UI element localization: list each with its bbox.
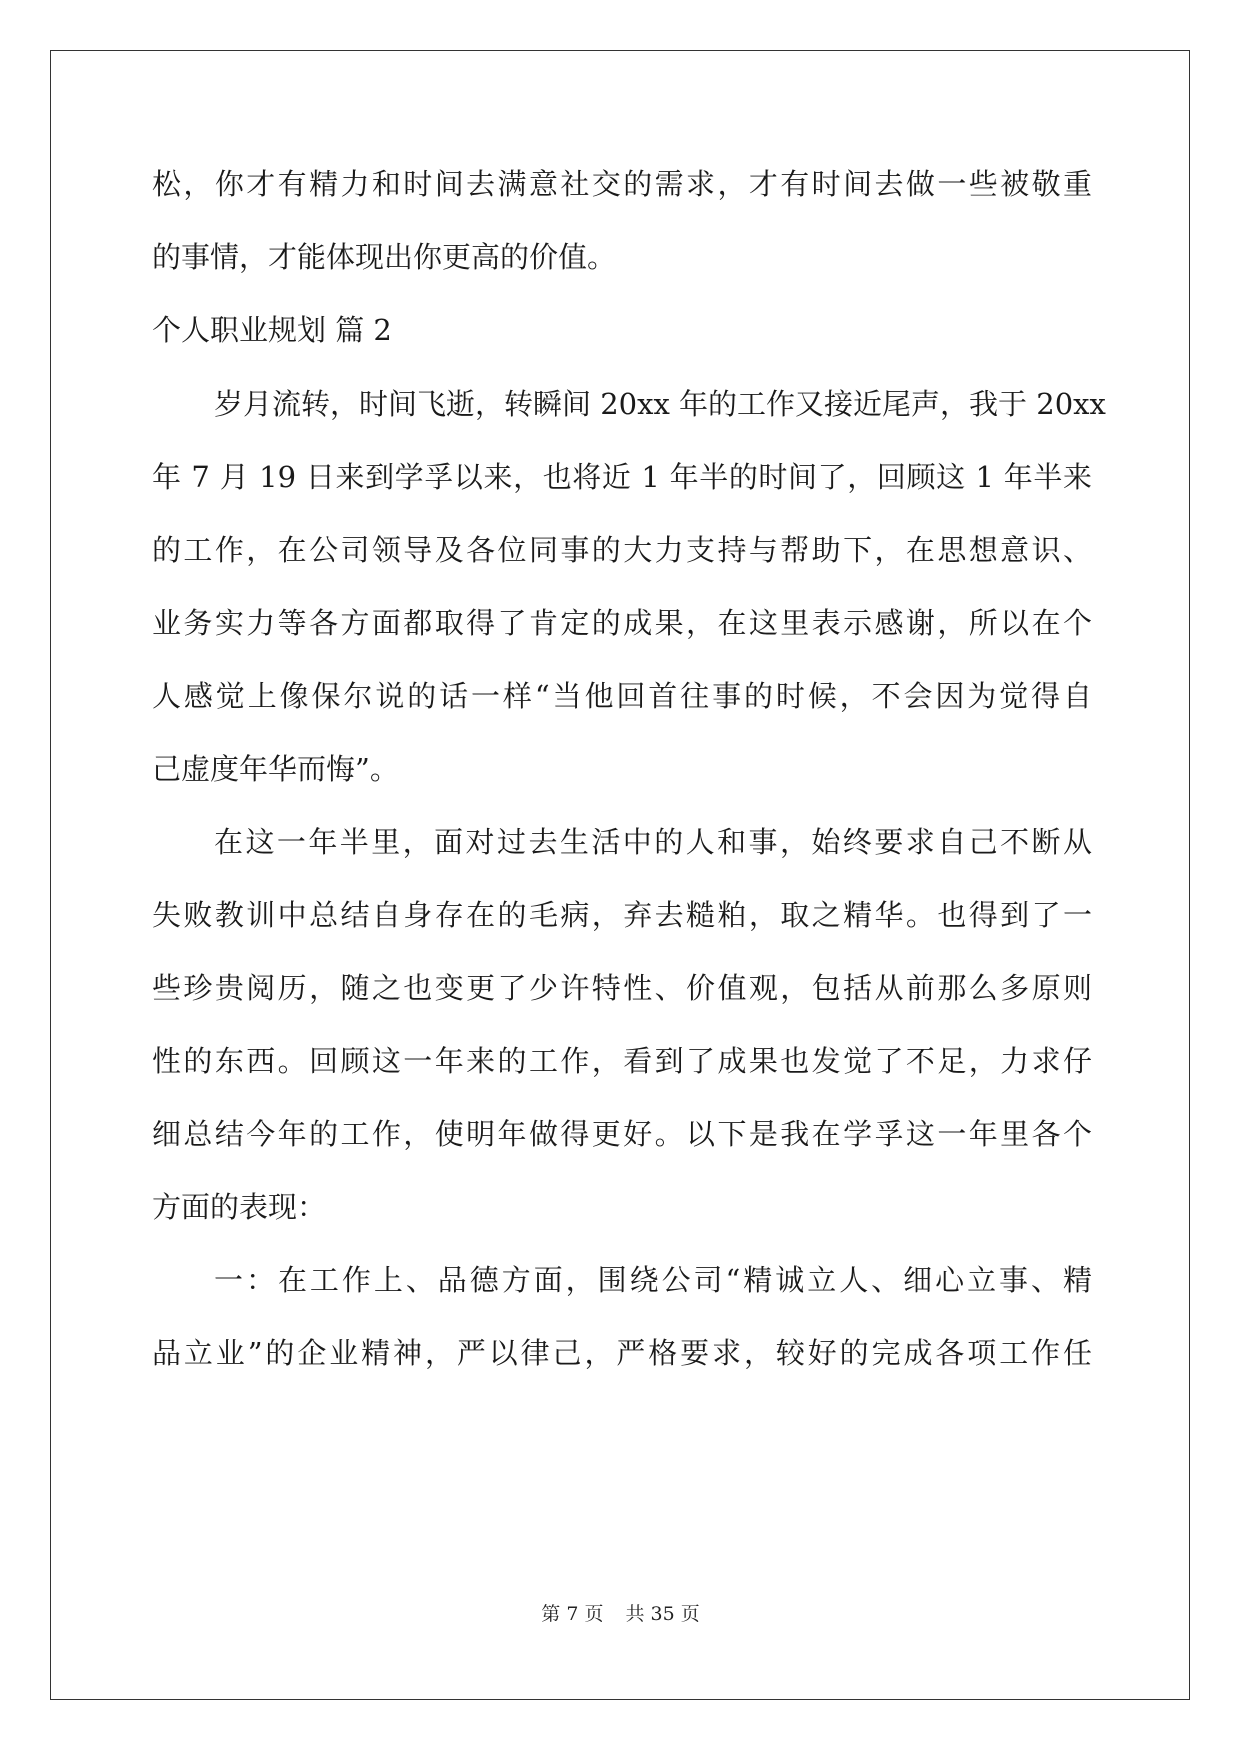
text-line: 方面的表现： — [152, 1190, 327, 1224]
page-border — [50, 50, 1190, 1700]
text-line: 松，你才有精力和时间去满意社交的需求，才有时间去做一些被敬重 — [152, 167, 1092, 201]
section-heading: 个人职业规划 篇 2 — [152, 313, 392, 347]
text-line: 品立业”的企业精神，严以律己，严格要求，较好的完成各项工作任 — [152, 1336, 1092, 1370]
text-line: 的事情，才能体现出你更高的价值。 — [152, 240, 617, 274]
page-footer — [0, 1600, 1241, 1628]
page-total: 共 35 页 — [625, 1603, 700, 1625]
text-line: 的工作，在公司领导及各位同事的大力支持与帮助下，在思想意识、 — [152, 533, 1092, 567]
text-line: 岁月流转，时间飞逝，转瞬间 20xx 年的工作又接近尾声，我于 20xx — [214, 387, 1106, 421]
text-line: 业务实力等各方面都取得了肯定的成果，在这里表示感谢，所以在个 — [152, 606, 1092, 640]
text-line: 些珍贵阅历，随之也变更了少许特性、价值观，包括从前那么多原则 — [152, 971, 1092, 1005]
text-line: 年 7 月 19 日来到学孚以来，也将近 1 年半的时间了，回顾这 1 年半来 — [152, 460, 1092, 494]
text-line: 一：在工作上、品德方面，围绕公司“精诚立人、细心立事、精 — [214, 1263, 1092, 1297]
text-line: 人感觉上像保尔说的话一样“当他回首往事的时候，不会因为觉得自 — [152, 679, 1092, 713]
text-line: 细总结今年的工作，使明年做得更好。以下是我在学孚这一年里各个 — [152, 1117, 1092, 1151]
text-line: 性的东西。回顾这一年来的工作，看到了成果也发觉了不足，力求仔 — [152, 1044, 1092, 1078]
text-line: 失败教训中总结自身存在的毛病，弃去糙粕，取之精华。也得到了一 — [152, 898, 1092, 932]
text-line: 在这一年半里，面对过去生活中的人和事，始终要求自己不断从 — [214, 825, 1092, 859]
page-number: 第 7 页 — [541, 1603, 604, 1625]
text-line: 己虚度年华而悔”。 — [152, 752, 399, 786]
